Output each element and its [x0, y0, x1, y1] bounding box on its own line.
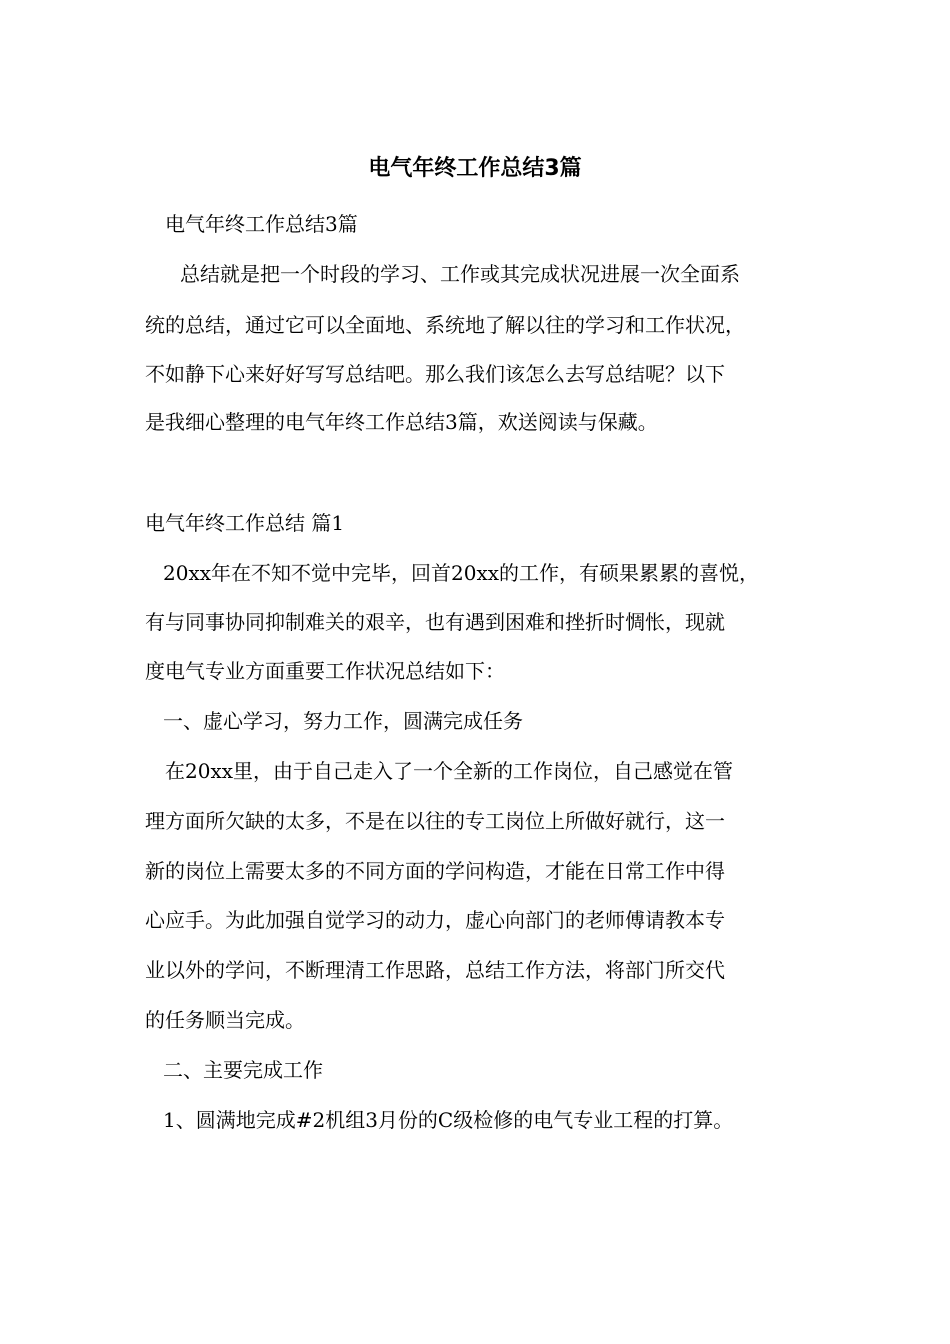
intro-line: 统的总结，通过它可以全面地、系统地了解以往的学习和工作状况，: [145, 313, 745, 337]
subheading: 一、虚心学习，努力工作，圆满完成任务: [163, 709, 523, 733]
section-heading: 电气年终工作总结 篇1: [145, 511, 345, 535]
intro-line: 是我细心整理的电气年终工作总结3篇，欢送阅读与保藏。: [145, 410, 658, 434]
document-title: 电气年终工作总结3篇: [368, 156, 582, 181]
paragraph-line: 有与同事协同抑制难关的艰辛，也有遇到困难和挫折时惆怅，现就: [145, 610, 725, 634]
paragraph-line: 度电气专业方面重要工作状况总结如下：: [145, 659, 505, 683]
paragraph-line: 20xx年在不知不觉中完毕，回首20xx的工作，有硕果累累的喜悦，: [163, 561, 760, 585]
paragraph-line: 新的岗位上需要太多的不同方面的学问构造，才能在日常工作中得: [145, 859, 725, 883]
intro-line: 总结就是把一个时段的学习、工作或其完成状况进展一次全面系: [180, 262, 740, 286]
document-subtitle: 电气年终工作总结3篇: [165, 212, 358, 236]
paragraph-line: 理方面所欠缺的太多，不是在以往的专工岗位上所做好就行，这一: [145, 809, 725, 833]
paragraph-line: 心应手。为此加强自觉学习的动力，虚心向部门的老师傅请教本专: [145, 908, 725, 932]
subheading: 二、主要完成工作: [163, 1058, 323, 1082]
paragraph-line: 的任务顺当完成。: [145, 1008, 305, 1032]
intro-line: 不如静下心来好好写写总结吧。那么我们该怎么去写总结呢？以下: [145, 362, 725, 386]
paragraph-line: 在20xx里，由于自己走入了一个全新的工作岗位，自己感觉在管: [165, 759, 734, 783]
paragraph-line: 业以外的学问，不断理清工作思路，总结工作方法，将部门所交代: [145, 958, 725, 982]
list-item: 1、圆满地完成#2机组3月份的C级检修的电气专业工程的打算。: [163, 1108, 734, 1132]
